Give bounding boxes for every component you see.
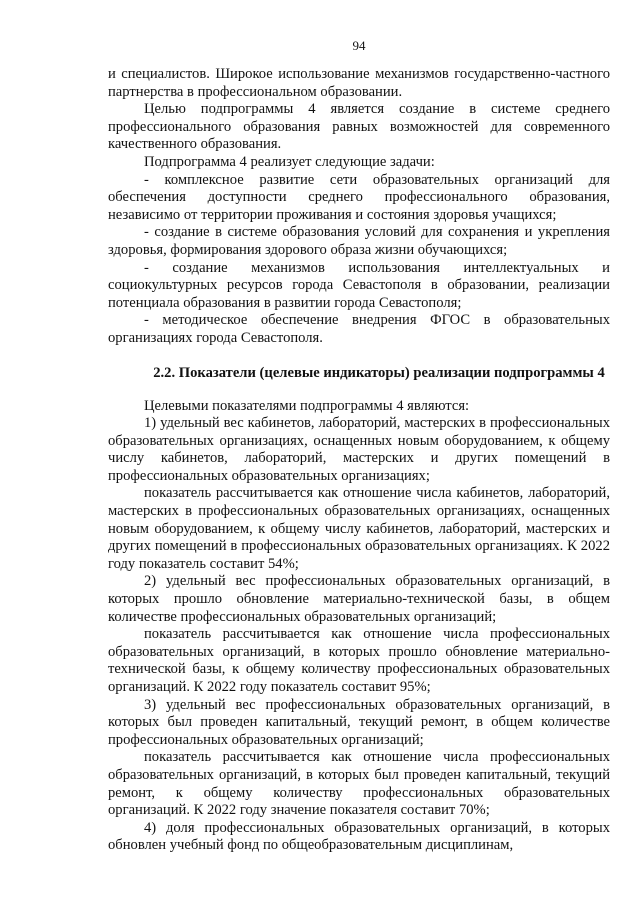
task-item-fgos: - методическое обеспечение внедрения ФГОС в образовательных организациях города Севастополя. — [108, 312, 610, 346]
task-item-health: - создание в системе образования условий для сохранения и укрепления здоровья, формирования здорового образа жизни обучающихся; — [108, 224, 610, 258]
page-number: 94 — [352, 38, 366, 53]
paragraph-continuation: и специалистов. Широкое использование механизмов государственно-частного партнерства в профессиональном образовании. — [108, 66, 610, 100]
paragraph-goal: Целью подпрограммы 4 является создание в системе среднего профессионального образования равных возможностей для современного качественного образования. — [108, 101, 610, 153]
paragraph-indicators-intro: Целевыми показателями подпрограммы 4 являются: — [144, 397, 470, 414]
indicator-2: 2) удельный вес профессиональных образовательных организаций, в которых прошло обновление материально-технической базы, в общем количестве профессиональных образовательных организаций; — [108, 573, 610, 625]
indicator-1-calculation: показатель рассчитывается как отношение числа кабинетов, лабораторий, мастерских в профессиональных образовательных организациях, оснащенных новым оборудованием, к общему числу кабинетов, лабораторий, мастерских и других помещений в профессиональных образовательных организациях. К 2022 году показатель составит 54%; — [108, 485, 610, 572]
task-item-resources: - создание механизмов использования интеллектуальных и социокультурных ресурсов города Севастополя в образовании, реализации потенциала образования в развитии города Севастополя; — [108, 259, 610, 311]
section-heading: 2.2. Показатели (целевые индикаторы) реализации подпрограммы 4 — [153, 364, 605, 381]
indicator-1: 1) удельный вес кабинетов, лабораторий, мастерских в профессиональных образовательных организациях, оснащенных новым оборудованием, к общему числу кабинетов, лабораторий, мастерских и других помещений в профессиональных образовательных организациях; — [108, 415, 610, 484]
paragraph-tasks-intro: Подпрограмма 4 реализует следующие задачи: — [144, 153, 435, 170]
indicator-2-calculation: показатель рассчитывается как отношение числа профессиональных образовательных организаций, в которых прошло обновление материально-технической базы, к общему количеству профессиональных образовательных организаций. К 2022 году показатель составит 95%; — [108, 626, 610, 695]
indicator-3-calculation: показатель рассчитывается как отношение числа профессиональных образовательных организаций, в которых был проведен капитальный, текущий ремонт, к общему количеству профессиональных образовательных организаций. К 2022 году значение показателя составит 70%; — [108, 749, 610, 819]
indicator-3: 3) удельный вес профессиональных образовательных организаций, в которых был проведен капитальный, текущий ремонт, в общем количестве профессиональных образовательных организаций; — [108, 696, 610, 748]
indicator-4: 4) доля профессиональных образовательных организаций, в которых обновлен учебный фонд по общеобразовательным дисциплинам, — [108, 819, 610, 854]
task-item-network: - комплексное развитие сети образовательных организаций для обеспечения доступности среднего профессионального образования, независимо от территории проживания и состояния здоровья учащихся; — [108, 171, 610, 223]
